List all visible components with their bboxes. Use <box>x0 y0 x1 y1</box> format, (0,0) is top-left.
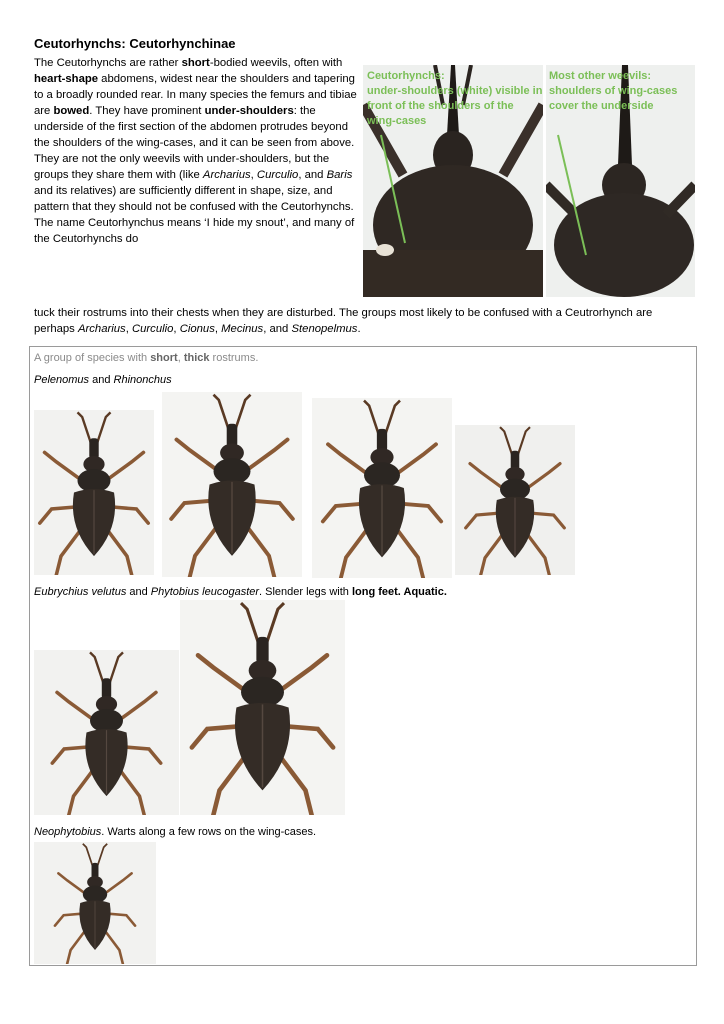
group-label-eubrychius-phytobius: Eubrychius velutus and Phytobius leucogaster. Slender legs with long feet. Aquatic. <box>34 586 447 598</box>
group-label-pelenomus-rhinonchus: Pelenomus and Rhinonchus <box>34 374 172 386</box>
intro-paragraph-continued: tuck their rostrums into their chests when they are disturbed. The groups most likely to be confused with a Ceutrorhynch are perhaps Archarius, Curculio, Cionus, Mecinus, and Stenopelmus. <box>34 307 653 335</box>
specimen-photo-7 <box>34 842 156 964</box>
specimen-photo-5 <box>34 650 179 815</box>
other-weevils-callout: Most other weevils: shoulders of wing-cases cover the underside <box>549 70 678 112</box>
specimen-photo-1 <box>34 410 154 575</box>
page-title: Ceutorhynchs: Ceutorhynchinae <box>34 36 236 51</box>
under-shoulders-callout: Ceutorhynchs: under-shoulders (white) visible in front of the shoulders of the wing-cases <box>367 70 543 127</box>
specimen-photo-4 <box>455 425 575 575</box>
specimen-photo-6 <box>180 600 345 815</box>
group-label-neophytobius: Neophytobius. Warts along a few rows on the wing-cases. <box>34 826 317 838</box>
specimen-photo-3 <box>312 398 452 578</box>
section-heading: A group of species with short, thick rostrums. <box>34 352 259 364</box>
intro-paragraph: The Ceutorhynchs are rather short-bodied weevils, often with heart-shape abdomens, widest near the shoulders and tapering to a broadly rounded rear. In many species the femurs and tibiae are bowed. They have prominent under-shoulders: the underside of the first section of the abdomen protrudes beyond the shoulders of the wing-cases, and it can be seen from above. They are not the only weevils with under-shoulders, but the groups they share them with (like Archarius, Curculio, and Baris and its relatives) are sufficiently different in shape, size, and pattern that they should not be confused with the Ceutorhynchs. The name Ceutorhynchus means ‘I hide my snout’, and many of the Ceutorhynchs do <box>34 57 357 245</box>
specimen-photo-2 <box>162 392 302 577</box>
comparison-photo-panel <box>363 65 695 297</box>
